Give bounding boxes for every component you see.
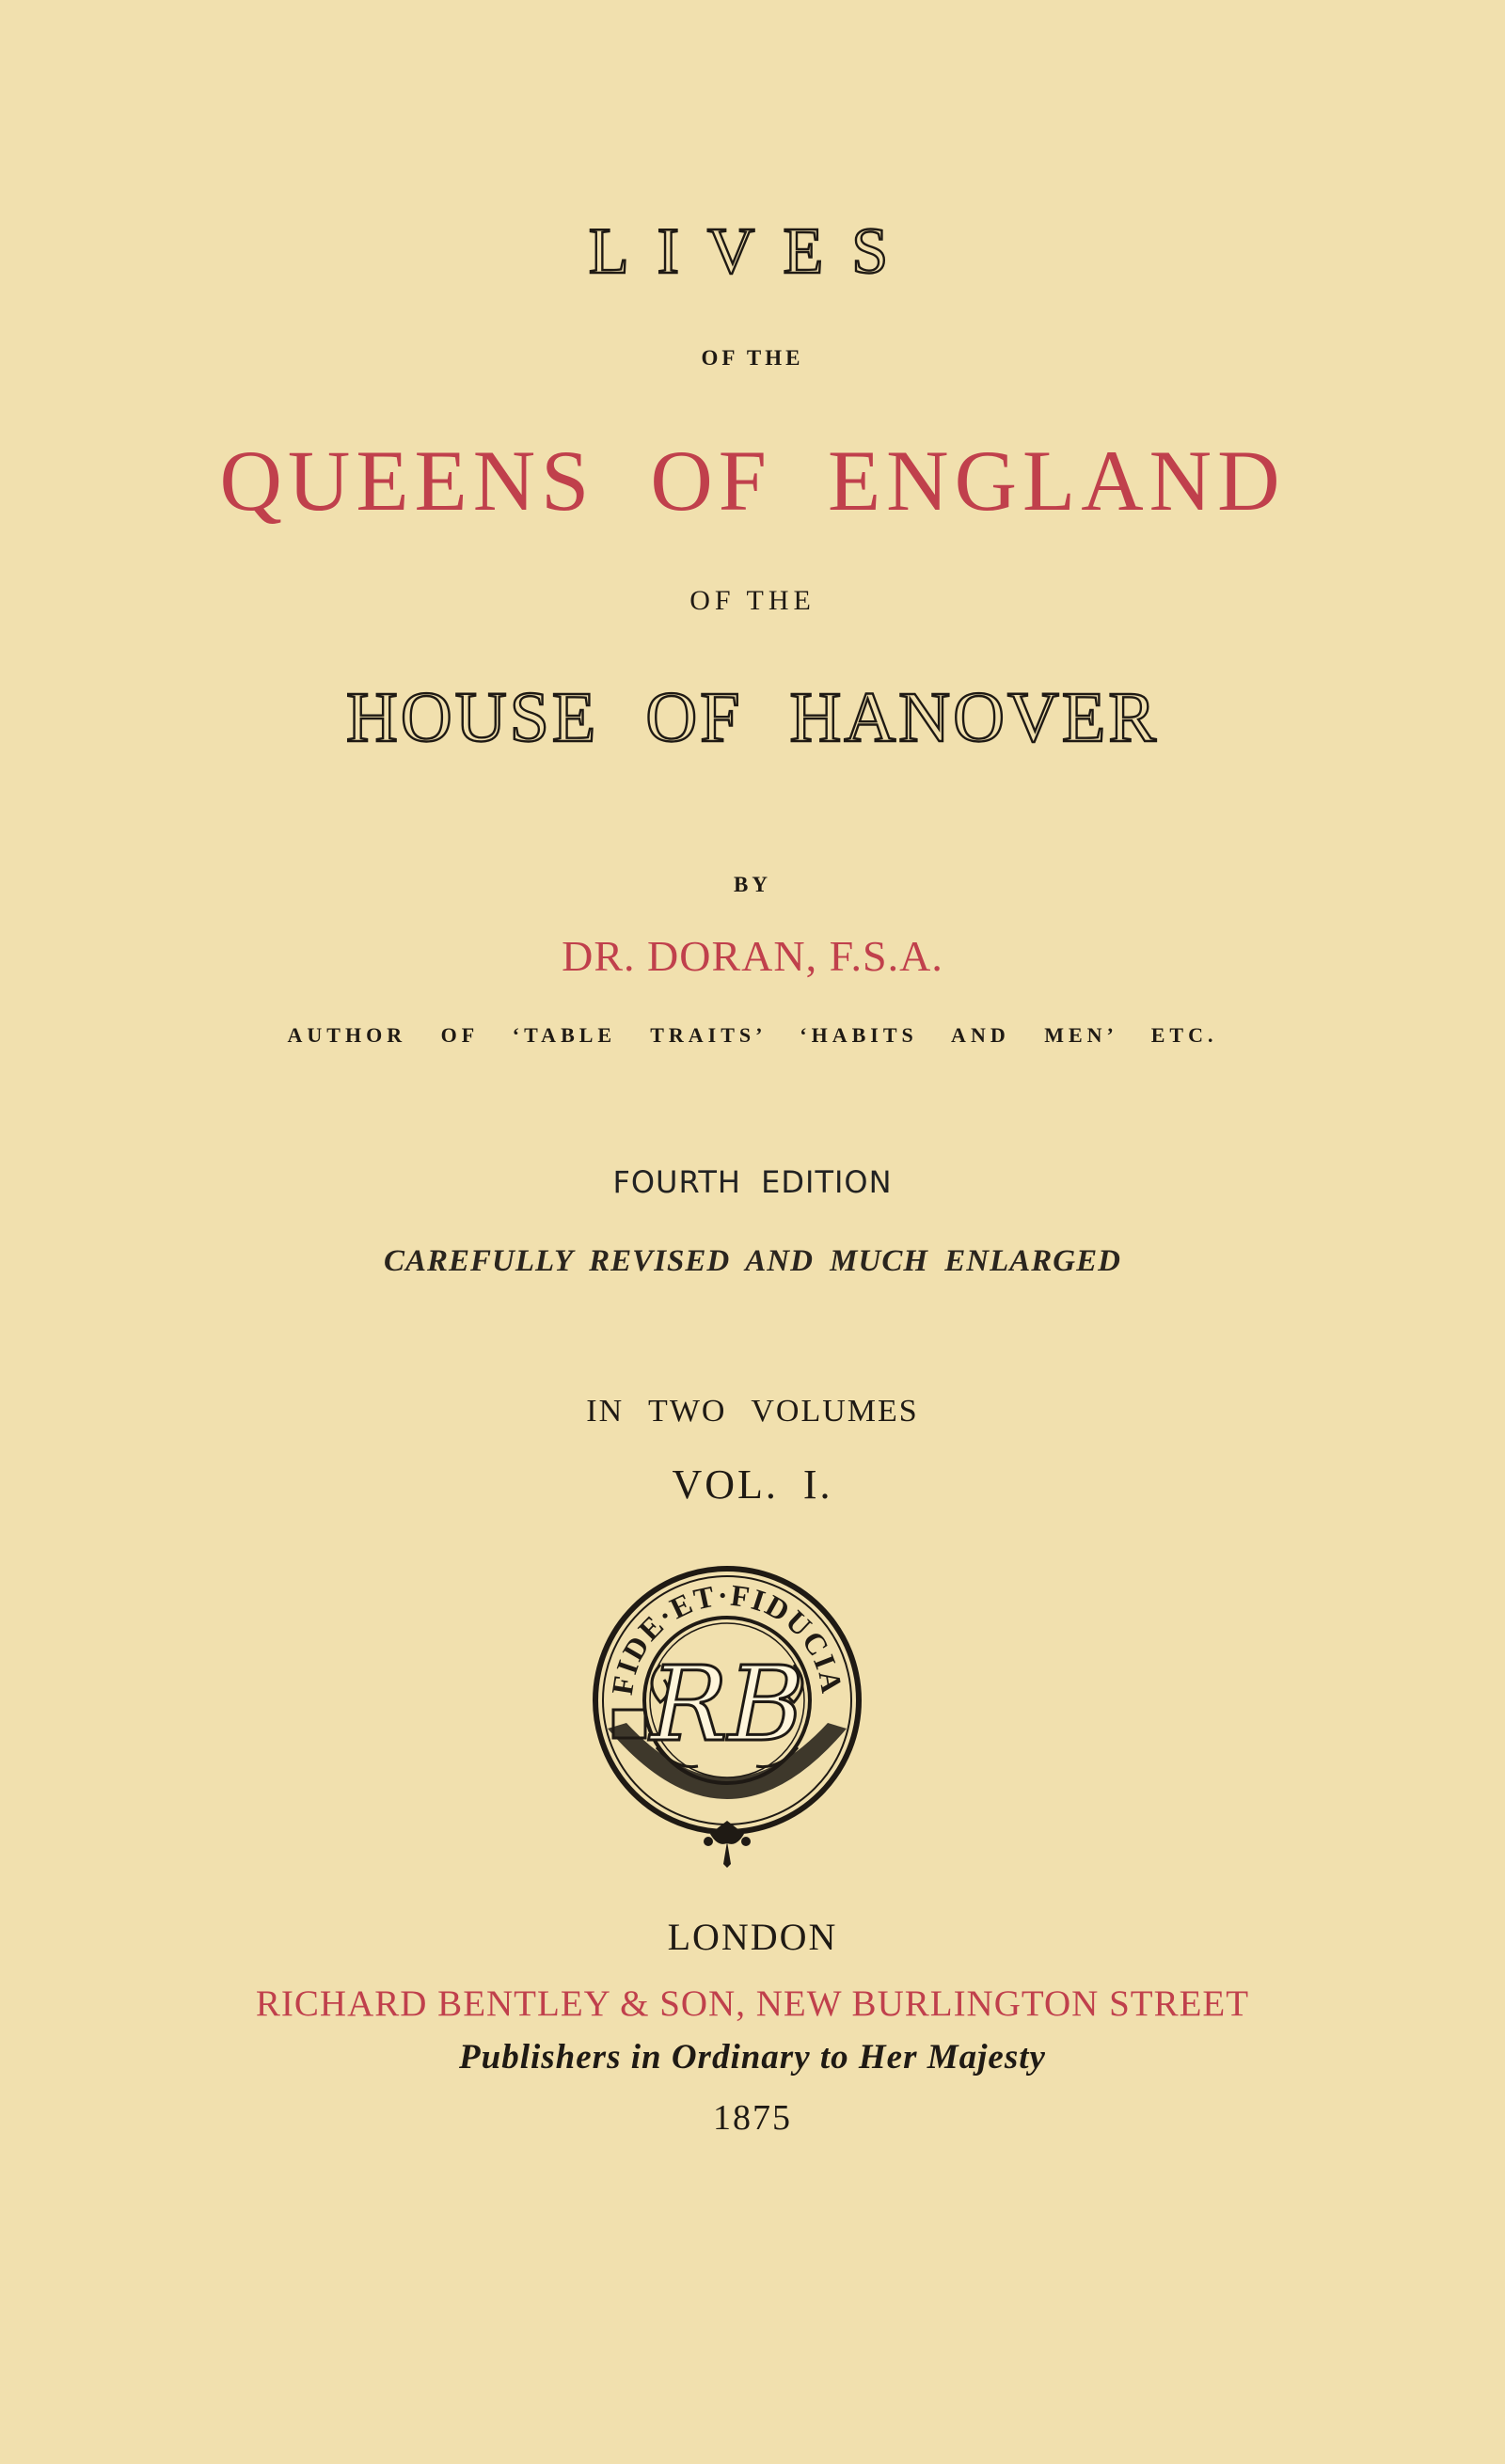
volume-number: VOL. I. <box>672 1461 833 1508</box>
author-name: DR. DORAN, F.S.A. <box>562 932 943 980</box>
imprint-year: 1875 <box>713 2098 792 2138</box>
edition-label: FOURTH EDITION <box>612 1164 893 1200</box>
title-word-lives: LIVES <box>588 215 917 288</box>
publisher-garter-seal-icon <box>591 1559 863 1870</box>
revision-note: CAREFULLY REVISED AND MUCH ENLARGED <box>384 1244 1121 1278</box>
author-other-works: AUTHOR OF ‘TABLE TRAITS’ ‘HABITS AND MEN’ ETC. <box>287 1023 1218 1047</box>
subtitle-house-of-hanover: HOUSE OF HANOVER <box>345 678 1160 757</box>
main-title: QUEENS OF ENGLAND <box>219 433 1286 529</box>
title-connector-of-the-second: OF THE <box>689 585 816 616</box>
emblem-motto: FIDE·ET·FIDUCIA <box>604 1577 850 1698</box>
imprint-publisher: RICHARD BENTLEY & SON, NEW BURLINGTON STREET <box>255 1983 1250 2024</box>
imprint-city: LONDON <box>667 1916 838 1958</box>
volumes-note: IN TWO VOLUMES <box>586 1394 919 1429</box>
imprint-publisher-note: Publishers in Ordinary to Her Majesty <box>459 2038 1046 2077</box>
emblem-monogram: RB <box>650 1644 804 1764</box>
by-line: BY <box>734 873 771 896</box>
title-connector-of-the: OF THE <box>701 346 804 370</box>
